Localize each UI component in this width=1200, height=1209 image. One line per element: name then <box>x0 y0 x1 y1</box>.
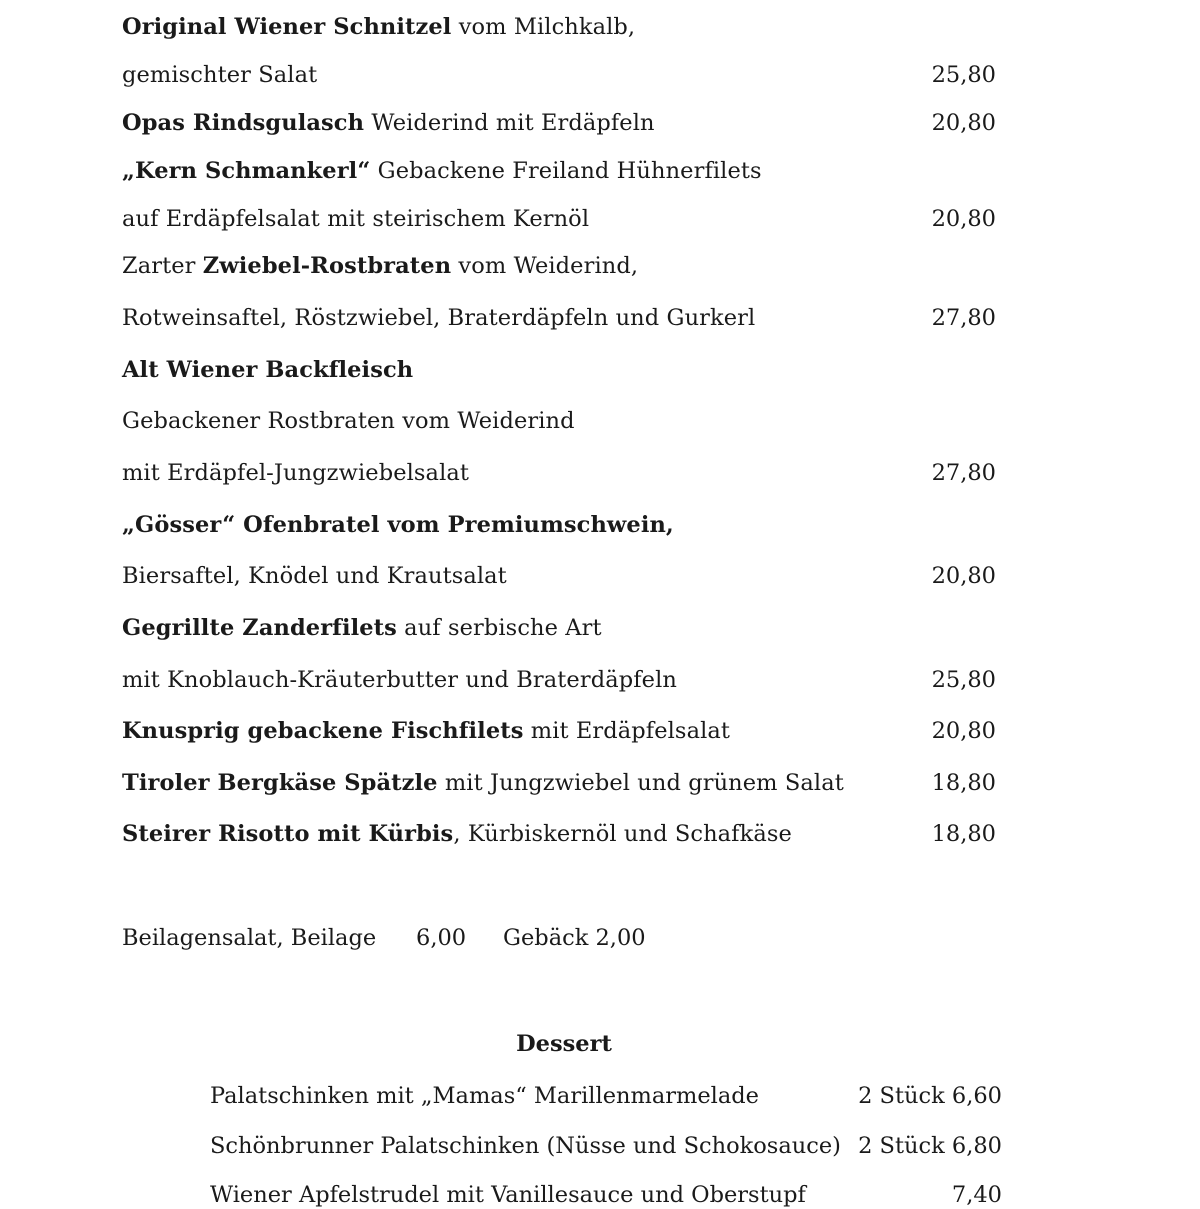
dish-line <box>122 109 655 137</box>
dish-price: 18,80 <box>931 821 996 847</box>
dish-price: 25,80 <box>931 667 996 693</box>
dish-line <box>122 769 844 797</box>
dish-price: 20,80 <box>931 206 996 232</box>
dish-name: Original Wiener Schnitzel <box>122 14 452 40</box>
dessert-item-name: Palatschinken mit „Mamas“ Marillenmarmelade <box>210 1083 759 1109</box>
dish-line <box>122 61 317 89</box>
dish-name: Gegrillte Zanderfilets <box>122 615 397 641</box>
dish-price: 25,80 <box>931 62 996 88</box>
dessert-heading: Dessert <box>516 1031 612 1057</box>
dessert-item-price: 2 Stück 6,60 <box>858 1083 1002 1109</box>
dish-description: , Kürbiskernöl und Schafkäse <box>453 821 792 847</box>
dish-name: „Kern Schmankerl“ <box>122 158 371 184</box>
dish-name: Knusprig gebackene Fischfilets <box>122 718 524 744</box>
dish-price: 20,80 <box>931 563 996 589</box>
dish-line <box>122 13 635 41</box>
dish-price: 20,80 <box>931 110 996 136</box>
sides-price: 6,00 <box>416 925 467 951</box>
dish-description: mit Erdäpfelsalat <box>523 718 731 744</box>
dish-name: „Gösser“ Ofenbratel vom Premiumschwein, <box>122 512 674 538</box>
dish-price: 18,80 <box>931 770 996 796</box>
dish-description: gemischter Salat <box>122 62 318 88</box>
dish-name: Opas Rindsgulasch <box>122 110 365 136</box>
dish-name: Steirer Risotto mit Kürbis <box>122 821 454 847</box>
dish-description: Biersaftel, Knödel und Krautsalat <box>122 563 507 589</box>
dish-price: 20,80 <box>931 718 996 744</box>
dish-description: vom Milchkalb, <box>451 14 636 40</box>
sides-label: Beilagensalat, Beilage <box>122 925 377 951</box>
dish-description: vom Weiderind, <box>451 253 639 279</box>
dish-line <box>122 511 674 539</box>
dish-line <box>122 459 469 487</box>
dish-line <box>122 356 413 384</box>
dish-description: auf serbische Art <box>396 615 602 641</box>
dish-line <box>122 252 638 280</box>
dessert-item-price: 2 Stück 6,80 <box>858 1133 1002 1159</box>
dish-prefix: Zarter <box>122 253 203 279</box>
dish-line <box>122 562 507 590</box>
dish-name: Tiroler Bergkäse Spätzle <box>122 770 438 796</box>
dish-line <box>122 205 589 233</box>
dish-line <box>122 304 755 332</box>
dish-description: auf Erdäpfelsalat mit steirischem Kernöl <box>122 206 590 232</box>
dish-description: Gebackener Rostbraten vom Weiderind <box>122 408 575 434</box>
dish-line <box>122 614 602 642</box>
dish-description: Gebackene Freiland Hühnerfilets <box>370 158 762 184</box>
dish-description: mit Jungzwiebel und grünem Salat <box>437 770 844 796</box>
dish-name: Alt Wiener Backfleisch <box>122 357 414 383</box>
dish-description: mit Knoblauch-Kräuterbutter und Braterdäpfeln <box>122 667 677 693</box>
dish-price: 27,80 <box>931 460 996 486</box>
dish-price: 27,80 <box>931 305 996 331</box>
dish-line <box>122 407 575 435</box>
dessert-item-name: Wiener Apfelstrudel mit Vanillesauce und Oberstupf <box>210 1182 806 1208</box>
dish-name: Zwiebel-Rostbraten <box>202 253 452 279</box>
dish-line <box>122 717 730 745</box>
dish-line <box>122 820 792 848</box>
dish-description: Weiderind mit Erdäpfeln <box>364 110 655 136</box>
dish-line <box>122 157 762 185</box>
bread-price: Gebäck 2,00 <box>503 925 646 951</box>
dish-description: mit Erdäpfel-Jungzwiebelsalat <box>122 460 470 486</box>
dish-description: Rotweinsaftel, Röstzwiebel, Braterdäpfeln und Gurkerl <box>122 305 756 331</box>
dessert-item-price: 7,40 <box>951 1182 1002 1208</box>
dessert-item-name: Schönbrunner Palatschinken (Nüsse und Schokosauce) <box>210 1133 841 1159</box>
dish-line <box>122 666 677 694</box>
